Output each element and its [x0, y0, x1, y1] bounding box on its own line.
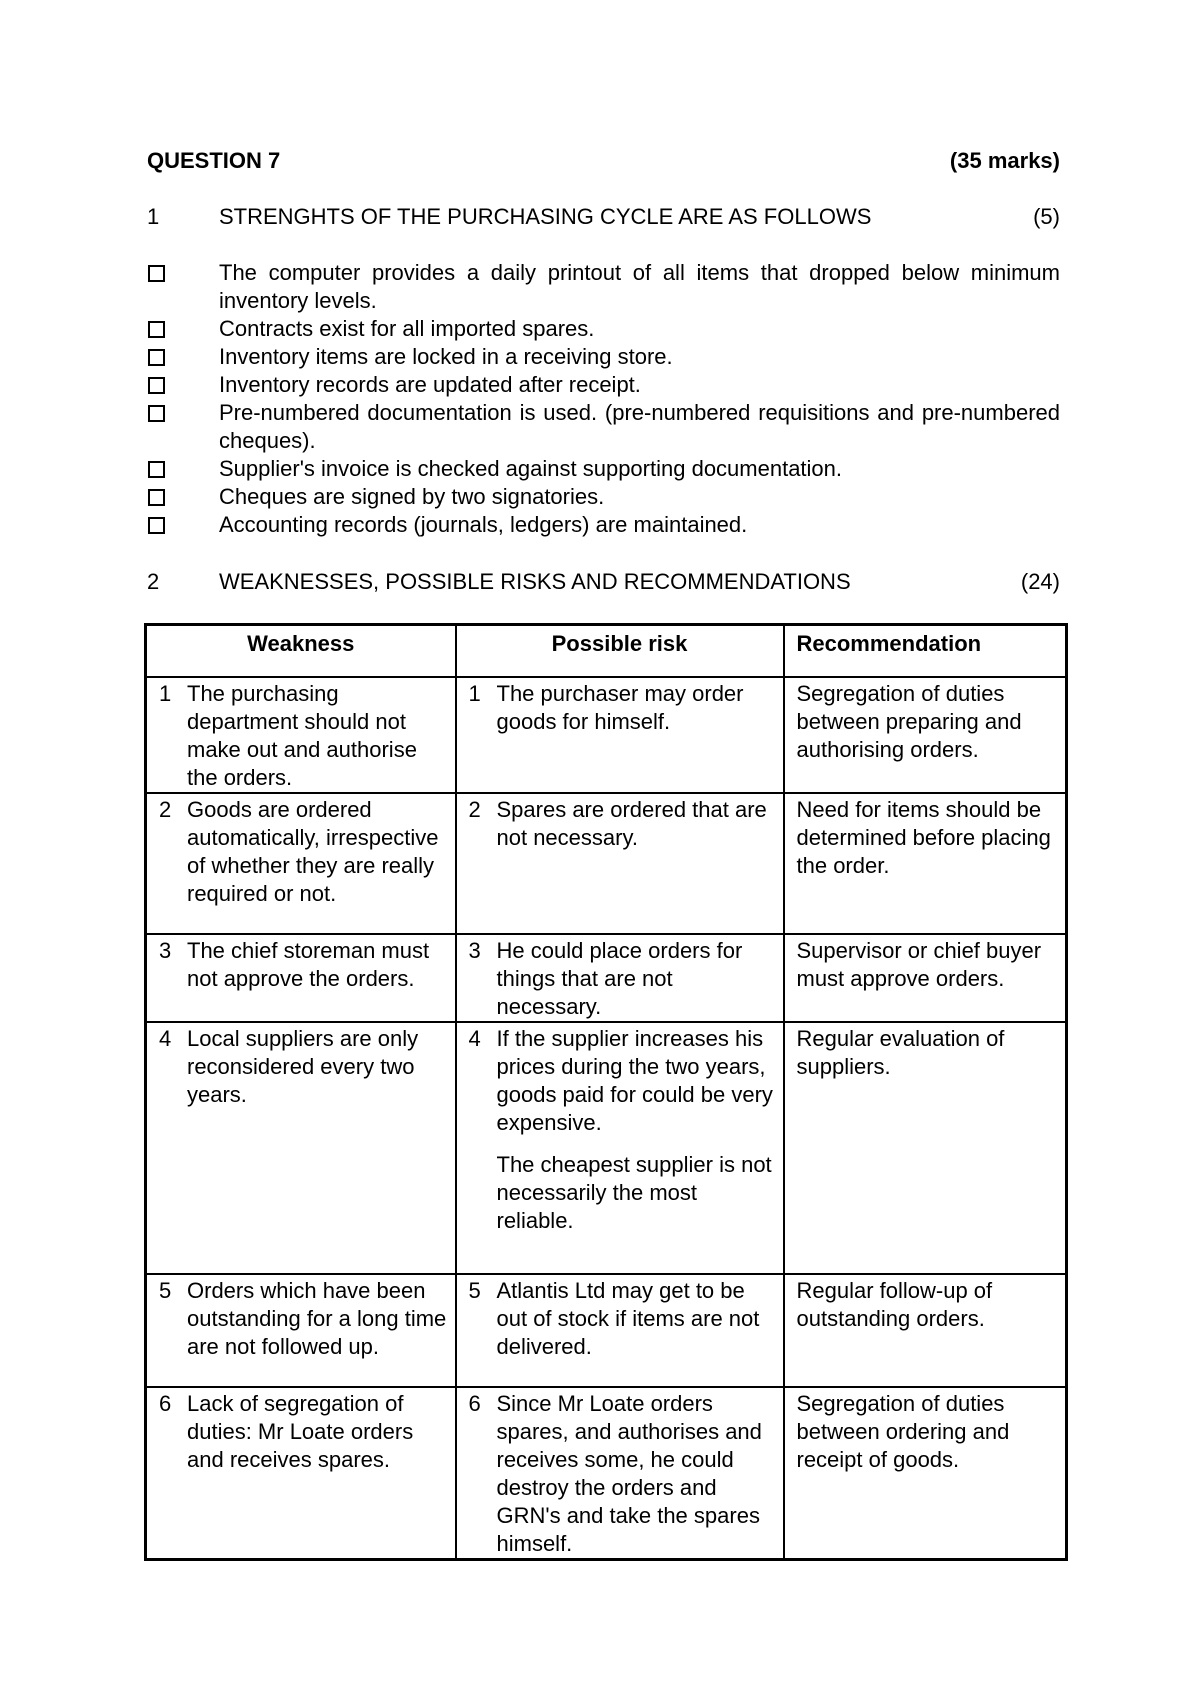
- header-possible-risk: Possible risk: [456, 625, 784, 678]
- weakness-cell: [146, 793, 456, 934]
- list-item: Inventory items are locked in a receiving store.: [147, 343, 1060, 371]
- recommendation-text: Segregation of duties between preparing and authorising orders.: [796, 681, 1022, 762]
- header-recommendation: Recommendation: [784, 625, 1067, 678]
- recommendation-cell: [784, 1387, 1067, 1560]
- risk-text: Since Mr Loate orders spares, and authorises and receives some, he could destroy the orders and GRN's and take the spares himself.: [496, 1391, 762, 1556]
- strengths-list: [147, 259, 1060, 539]
- weakness-text: Local suppliers are only reconsidered every two years.: [187, 1026, 419, 1107]
- recommendation-text: Need for items should be determined before placing the order.: [796, 797, 1051, 878]
- list-item: The computer provides a daily printout of all items that dropped below minimum inventory levels.: [147, 259, 1060, 315]
- table-row: [146, 1387, 1067, 1560]
- list-item: Accounting records (journals, ledgers) are maintained.: [147, 511, 1060, 539]
- table-row: [146, 793, 1067, 934]
- weakness-text: The chief storeman must not approve the orders.: [187, 938, 430, 991]
- risk-cell: [456, 934, 784, 1022]
- table-header-row: [146, 625, 1067, 678]
- risk-text-secondary: The cheapest supplier is not necessarily the most reliable.: [496, 1152, 772, 1233]
- table-row: [146, 934, 1067, 1022]
- risk-table: [144, 623, 1068, 1561]
- recommendation-cell: [784, 1022, 1067, 1274]
- list-item: Inventory records are updated after receipt.: [147, 371, 1060, 399]
- header-weakness: Weakness: [146, 625, 456, 678]
- row-number: 5: [468, 1278, 481, 1303]
- recommendation-cell: [784, 934, 1067, 1022]
- row-number: 4: [468, 1026, 481, 1051]
- list-item: Contracts exist for all imported spares.: [147, 315, 1060, 343]
- risk-cell: [456, 1387, 784, 1560]
- recommendation-text: Supervisor or chief buyer must approve orders.: [796, 938, 1042, 991]
- risk-table-wrapper: [144, 623, 1065, 1561]
- section-2-marks: (24): [1020, 569, 1060, 594]
- risk-cell: [456, 1274, 784, 1387]
- question-heading: [147, 148, 1060, 174]
- question-marks: (35 marks): [949, 148, 1060, 173]
- table-row: [146, 1022, 1067, 1274]
- risk-cell: [456, 677, 784, 793]
- section-1-marks: (5): [1033, 204, 1060, 229]
- risk-text: If the supplier increases his prices during the two years, goods paid for could be very expensive.: [496, 1026, 773, 1135]
- row-number: 6: [468, 1391, 481, 1416]
- weakness-cell: [146, 1387, 456, 1560]
- weakness-cell: [146, 934, 456, 1022]
- weakness-text: Lack of segregation of duties: Mr Loate orders and receives spares.: [187, 1391, 414, 1472]
- section-2-title: WEAKNESSES, POSSIBLE RISKS AND RECOMMENDATIONS: [219, 569, 851, 594]
- weakness-text: Goods are ordered automatically, irrespective of whether they are really required or not.: [187, 797, 439, 906]
- risk-cell: [456, 1022, 784, 1274]
- section-2-number: 2: [147, 569, 160, 594]
- list-item: Cheques are signed by two signatories.: [147, 483, 1060, 511]
- risk-cell: [456, 793, 784, 934]
- question-title: QUESTION 7: [147, 148, 281, 173]
- weakness-cell: [146, 1022, 456, 1274]
- weakness-text: Orders which have been outstanding for a long time are not followed up.: [187, 1278, 447, 1359]
- row-number: 4: [159, 1026, 172, 1051]
- row-number: 2: [159, 797, 172, 822]
- recommendation-cell: [784, 793, 1067, 934]
- recommendation-text: Regular follow-up of outstanding orders.: [796, 1278, 993, 1331]
- weakness-cell: [146, 1274, 456, 1387]
- checkbox-square-icon: [148, 517, 165, 534]
- section-1-title: STRENGHTS OF THE PURCHASING CYCLE ARE AS FOLLOWS: [219, 204, 872, 229]
- recommendation-text: Segregation of duties between ordering and receipt of goods.: [796, 1391, 1010, 1472]
- checkbox-square-icon: [148, 265, 165, 282]
- recommendation-cell: [784, 1274, 1067, 1387]
- row-number: 3: [159, 938, 172, 963]
- list-item: Pre-numbered documentation is used. (pre-numbered requisitions and pre-numbered cheques).: [147, 399, 1060, 455]
- risk-text: The purchaser may order goods for himself.: [496, 681, 744, 734]
- row-number: 5: [159, 1278, 172, 1303]
- checkbox-square-icon: [148, 461, 165, 478]
- risk-text: Spares are ordered that are not necessary.: [496, 797, 767, 850]
- checkbox-square-icon: [148, 489, 165, 506]
- row-number: 3: [468, 938, 481, 963]
- weakness-cell: [146, 677, 456, 793]
- weakness-text: The purchasing department should not make out and authorise the orders.: [187, 681, 417, 790]
- recommendation-text: Regular evaluation of suppliers.: [796, 1026, 1005, 1079]
- row-number: 1: [159, 681, 172, 706]
- checkbox-square-icon: [148, 377, 165, 394]
- checkbox-square-icon: [148, 405, 165, 422]
- row-number: 1: [468, 681, 481, 706]
- risk-text: He could place orders for things that are not necessary.: [496, 938, 743, 1019]
- row-number: 2: [468, 797, 481, 822]
- list-item: Supplier's invoice is checked against supporting documentation.: [147, 455, 1060, 483]
- table-row: [146, 1274, 1067, 1387]
- row-number: 6: [159, 1391, 172, 1416]
- checkbox-square-icon: [148, 321, 165, 338]
- section-1-number: 1: [147, 204, 160, 229]
- recommendation-cell: [784, 677, 1067, 793]
- table-row: [146, 677, 1067, 793]
- checkbox-square-icon: [148, 349, 165, 366]
- risk-text: Atlantis Ltd may get to be out of stock if items are not delivered.: [496, 1278, 760, 1359]
